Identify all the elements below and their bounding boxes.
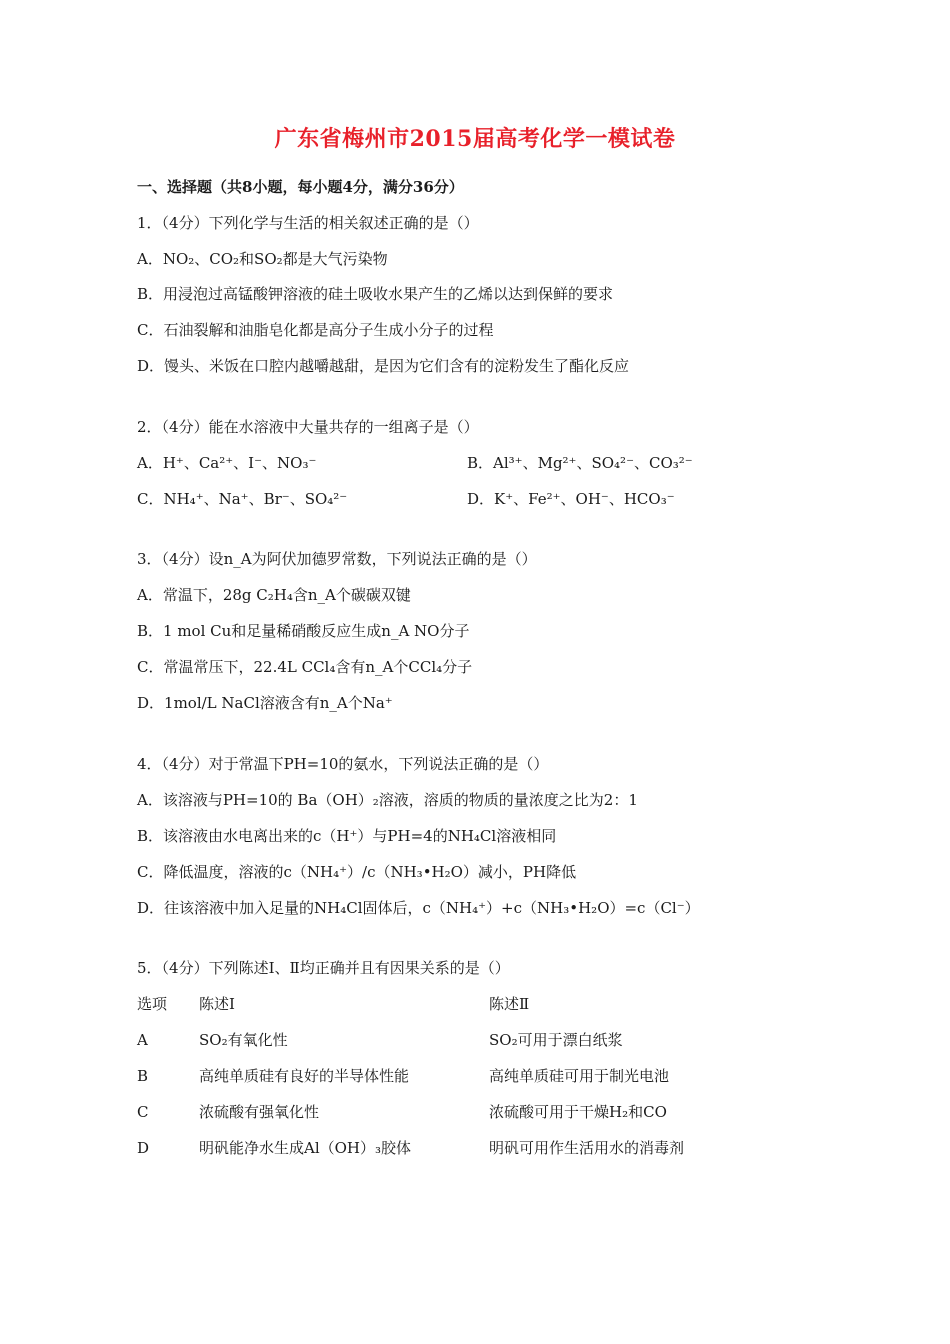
table-row-c-statement-1: 浓硫酸有强氧化性: [199, 1103, 320, 1121]
question-3-option-a: A．常温下，28g C₂H₄含n_A个碳碳双键: [137, 586, 411, 604]
question-1-option-c: C．石油裂解和油脂皂化都是高分子生成小分子的过程: [137, 321, 494, 339]
question-4-option-b: B．该溶液由水电离出来的c（H⁺）与PH=4的NH₄Cl溶液相同: [137, 827, 557, 845]
question-1-option-d: D．馒头、米饭在口腔内越嚼越甜，是因为它们含有的淀粉发生了酯化反应: [137, 357, 630, 375]
question-3-stem: 3．（4分）设n_A为阿伏加德罗常数，下列说法正确的是（）: [137, 550, 537, 568]
table-header-option: 选项: [137, 995, 168, 1013]
page-title: 广东省梅州市2015届高考化学一模试卷: [274, 126, 676, 152]
question-4-option-c: C．降低温度，溶液的c（NH₄⁺）/c（NH₃•H₂O）减小，PH降低: [137, 863, 577, 881]
table-row-c-statement-2: 浓硫酸可用于干燥H₂和CO: [489, 1103, 667, 1121]
table-row-d-statement-2: 明矾可用作生活用水的消毒剂: [489, 1139, 685, 1157]
question-1-option-a: A．NO₂、CO₂和SO₂都是大气污染物: [137, 250, 388, 268]
table-row-b-statement-1: 高纯单质硅有良好的半导体性能: [199, 1067, 410, 1085]
question-1-stem: 1．（4分）下列化学与生活的相关叙述正确的是（）: [137, 214, 479, 232]
table-header-statement-1: 陈述Ⅰ: [199, 995, 235, 1013]
table-row-a-option: A: [137, 1031, 148, 1049]
table-row-c-option: C: [137, 1103, 149, 1121]
question-5-stem: 5．（4分）下列陈述Ⅰ、Ⅱ均正确并且有因果关系的是（）: [137, 959, 510, 977]
question-2-option-a: A．H⁺、Ca²⁺、I⁻、NO₃⁻: [137, 454, 317, 472]
table-row-a-statement-2: SO₂可用于漂白纸浆: [489, 1031, 623, 1049]
question-4-option-d: D．往该溶液中加入足量的NH₄Cl固体后，c（NH₄⁺）+c（NH₃•H₂O）=c（Cl⁻）: [137, 899, 700, 917]
table-row-b-option: B: [137, 1067, 149, 1085]
question-2-option-b: B．Al³⁺、Mg²⁺、SO₄²⁻、CO₃²⁻: [467, 454, 693, 472]
question-1-option-b: B．用浸泡过高锰酸钾溶液的硅土吸收水果产生的乙烯以达到保鲜的要求: [137, 285, 614, 303]
table-row-a-statement-1: SO₂有氧化性: [199, 1031, 288, 1049]
question-2-option-d: D．K⁺、Fe²⁺、OH⁻、HCO₃⁻: [467, 490, 675, 508]
question-2-option-c: C．NH₄⁺、Na⁺、Br⁻、SO₄²⁻: [137, 490, 348, 508]
question-2-stem: 2．（4分）能在水溶液中大量共存的一组离子是（）: [137, 418, 479, 436]
section-heading: 一、选择题（共8小题，每小题4分，满分36分）: [137, 178, 464, 196]
question-3-option-b: B．1 mol Cu和足量稀硝酸反应生成n_A NO分子: [137, 622, 470, 640]
table-header-statement-2: 陈述Ⅱ: [489, 995, 530, 1013]
table-row-d-statement-1: 明矾能净水生成Al（OH）₃胶体: [199, 1139, 412, 1157]
question-4-option-a: A．该溶液与PH=10的 Ba（OH）₂溶液，溶质的物质的量浓度之比为2：1: [137, 791, 638, 809]
question-4-stem: 4．（4分）对于常温下PH=10的氨水，下列说法正确的是（）: [137, 755, 549, 773]
table-row-b-statement-2: 高纯单质硅可用于制光电池: [489, 1067, 670, 1085]
table-row-d-option: D: [137, 1139, 150, 1157]
question-3-option-d: D．1mol/L NaCl溶液含有n_A个Na⁺: [137, 694, 393, 712]
question-3-option-c: C．常温常压下，22.4L CCl₄含有n_A个CCl₄分子: [137, 658, 473, 676]
